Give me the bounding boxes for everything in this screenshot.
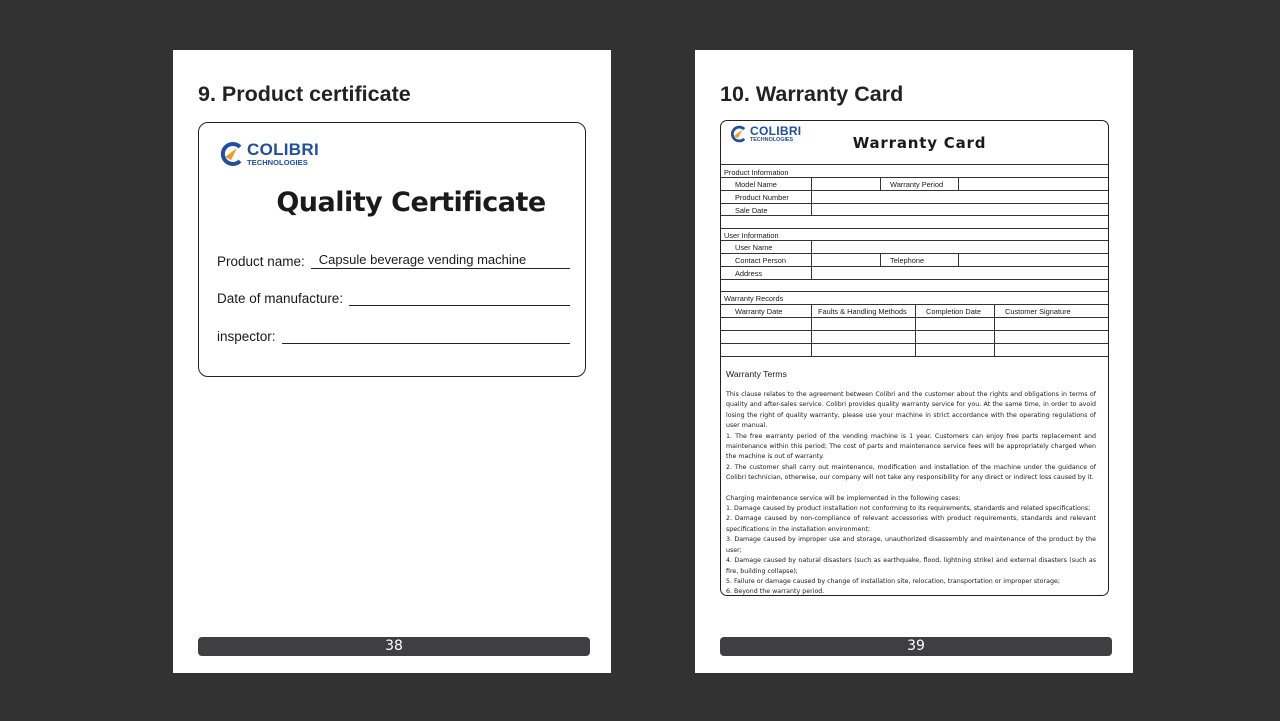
product-name-label: Product name: [217, 254, 305, 269]
inspector-value [282, 328, 570, 344]
terms-paragraph: 2. The customer shall carry out maintenance, modification and installation of the machine under the guidance of Colibri technician, otherwise, our company will not take any responsibility for any direct or indirect loss caused by it. [726, 463, 1096, 482]
product-info-section: Product Information [724, 168, 789, 177]
page-heading: 10. Warranty Card [720, 82, 904, 106]
warranty-card [720, 120, 1109, 596]
contact-person-label: Contact Person [735, 256, 786, 265]
page-heading: 9. Product certificate [198, 82, 411, 106]
warranty-card-title: Warranty Card [852, 134, 987, 152]
colibri-logo [218, 141, 319, 167]
colibri-logo-icon [218, 141, 244, 167]
records-col-customer-signature: Customer Signature [1005, 307, 1071, 316]
charging-item: 1. Damage caused by product installation not conforming to its requirements, standards and related specifications; [726, 505, 1091, 513]
user-name-label: User Name [735, 243, 773, 252]
page-38 [173, 50, 611, 673]
certificate-title: Quality Certificate [276, 187, 546, 218]
terms-paragraph: This clause relates to the agreement between Colibri and the customer about the rights and obligations in terms of quality and after-sales service. Colibri provides quality warranty service for you. At the same time, in order to avoid losing the right of quality warranty, please use your machine in strict accordance with the operating regulations of user manual. [726, 391, 1096, 430]
warranty-terms-title: Warranty Terms [726, 369, 787, 379]
address-label: Address [735, 269, 763, 278]
records-col-warranty-date: Warranty Date [735, 307, 783, 316]
page-39 [695, 50, 1133, 673]
logo-brand: COLIBRI [247, 140, 319, 160]
charging-item: 5. Failure or damage caused by change of installation site, relocation, transportation or improper storage; [726, 577, 1060, 585]
model-name-label: Model Name [735, 180, 777, 189]
product-name-value: Capsule beverage vending machine [311, 253, 570, 269]
date-of-manufacture-label: Date of manufacture: [217, 291, 344, 306]
sale-date-label: Sale Date [735, 206, 768, 215]
warranty-records-section: Warranty Records [724, 294, 784, 303]
terms-paragraph: 1. The free warranty period of the vending machine is 1 year. Customers can enjoy free parts replacement and maintenance within this period; The cost of parts and maintenance service fees will be appropriately charged when the machine is out of warranty. [726, 432, 1096, 461]
charging-item: 6. Beyond the warranty period. [726, 588, 825, 596]
charging-item: 4. Damage caused by natural disasters (such as earthquake, flood, lightning strike) and external disasters (such as fire, building collapse); [726, 557, 1096, 575]
date-of-manufacture-value [349, 290, 570, 306]
page-number-bar: 39 [720, 637, 1112, 656]
charging-title: Charging maintenance service will be implemented in the following cases: [726, 494, 961, 502]
user-info-section: User Information [724, 231, 779, 240]
telephone-label: Telephone [890, 256, 925, 265]
charging-item: 2. Damage caused by non-compliance of relevant accessories with product requirements, standards and relevant specifications in the installation environment; [726, 515, 1096, 533]
warranty-terms-text [726, 390, 1096, 596]
page-number-bar: 38 [198, 637, 590, 656]
logo-brand: COLIBRI [750, 124, 802, 138]
records-col-completion-date: Completion Date [926, 307, 982, 316]
charging-item: 3. Damage caused by improper use and storage, unauthorized disassembly and maintenance of the product by the user; [726, 536, 1096, 554]
product-name-field [217, 253, 570, 269]
logo-sub: TECHNOLOGIES [750, 137, 794, 143]
product-number-label: Product Number [735, 193, 789, 202]
inspector-label: inspector: [217, 329, 276, 344]
date-of-manufacture-field [217, 290, 570, 306]
logo-sub: TECHNOLOGIES [247, 158, 308, 168]
records-col-faults: Faults & Handling Methods [818, 307, 907, 316]
warranty-period-label: Warranty Period [890, 180, 944, 189]
quality-certificate [198, 122, 586, 377]
inspector-field [217, 328, 570, 344]
